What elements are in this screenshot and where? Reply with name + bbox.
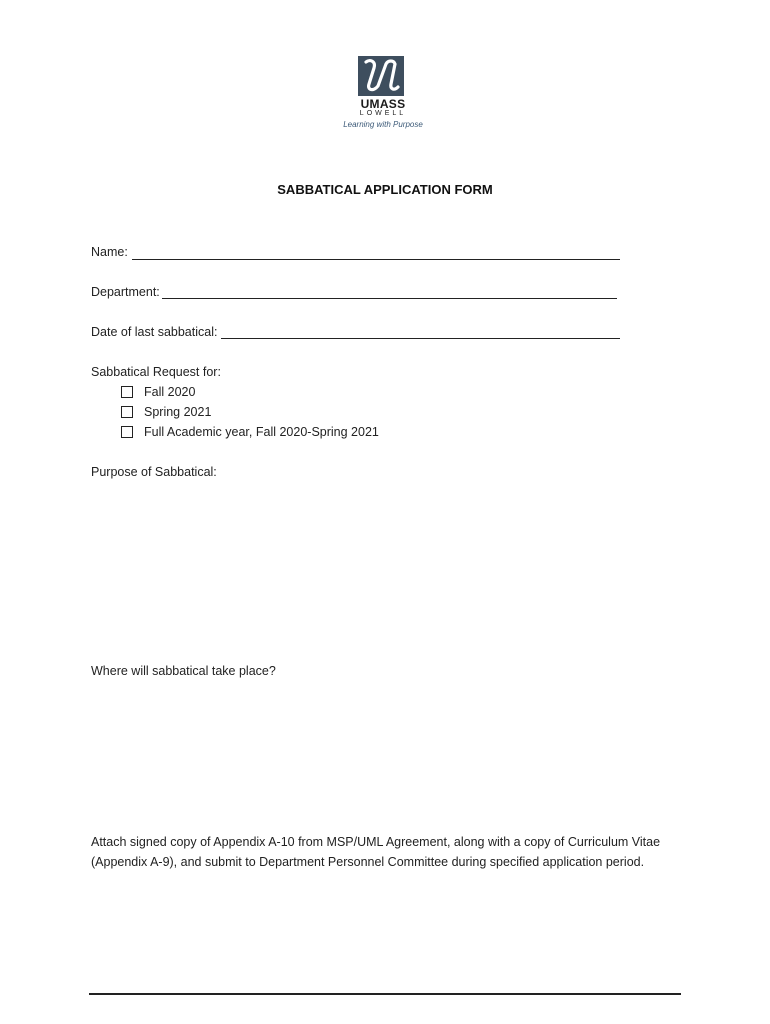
name-field[interactable] (132, 259, 620, 260)
location-label: Where will sabbatical take place? (91, 664, 276, 678)
checkbox-full-academic-year[interactable] (121, 426, 133, 438)
checkbox-spring-2021[interactable] (121, 406, 133, 418)
last-sabbatical-field[interactable] (221, 338, 620, 339)
instructions-text: Attach signed copy of Appendix A-10 from MSP/UML Agreement, along with a copy of Curriculum Vitae (Appendix A-9), and submit to Department Personnel Committee during specified application period. (91, 835, 661, 869)
umass-lowell-logo (338, 54, 428, 130)
purpose-label: Purpose of Sabbatical: (91, 465, 217, 479)
department-field[interactable] (162, 298, 617, 299)
checkbox-fall-2020[interactable] (121, 386, 133, 398)
option-label: Spring 2021 (144, 405, 212, 419)
option-label: Fall 2020 (144, 385, 196, 399)
form-title: SABBATICAL APPLICATION FORM (277, 182, 493, 197)
department-label: Department: (91, 285, 160, 299)
name-label: Name: (91, 245, 128, 259)
last-sabbatical-label: Date of last sabbatical: (91, 325, 218, 339)
signature-line (89, 993, 681, 995)
logo-lowell-text: LOWELL (359, 110, 407, 117)
umass-u-logo-icon (358, 56, 404, 96)
option-label: Full Academic year, Fall 2020-Spring 2021 (144, 425, 379, 439)
logo-tagline: Learning with Purpose (343, 120, 423, 129)
logo-umass-text: UMASS (360, 97, 406, 111)
sabbatical-request-label: Sabbatical Request for: (91, 365, 221, 379)
